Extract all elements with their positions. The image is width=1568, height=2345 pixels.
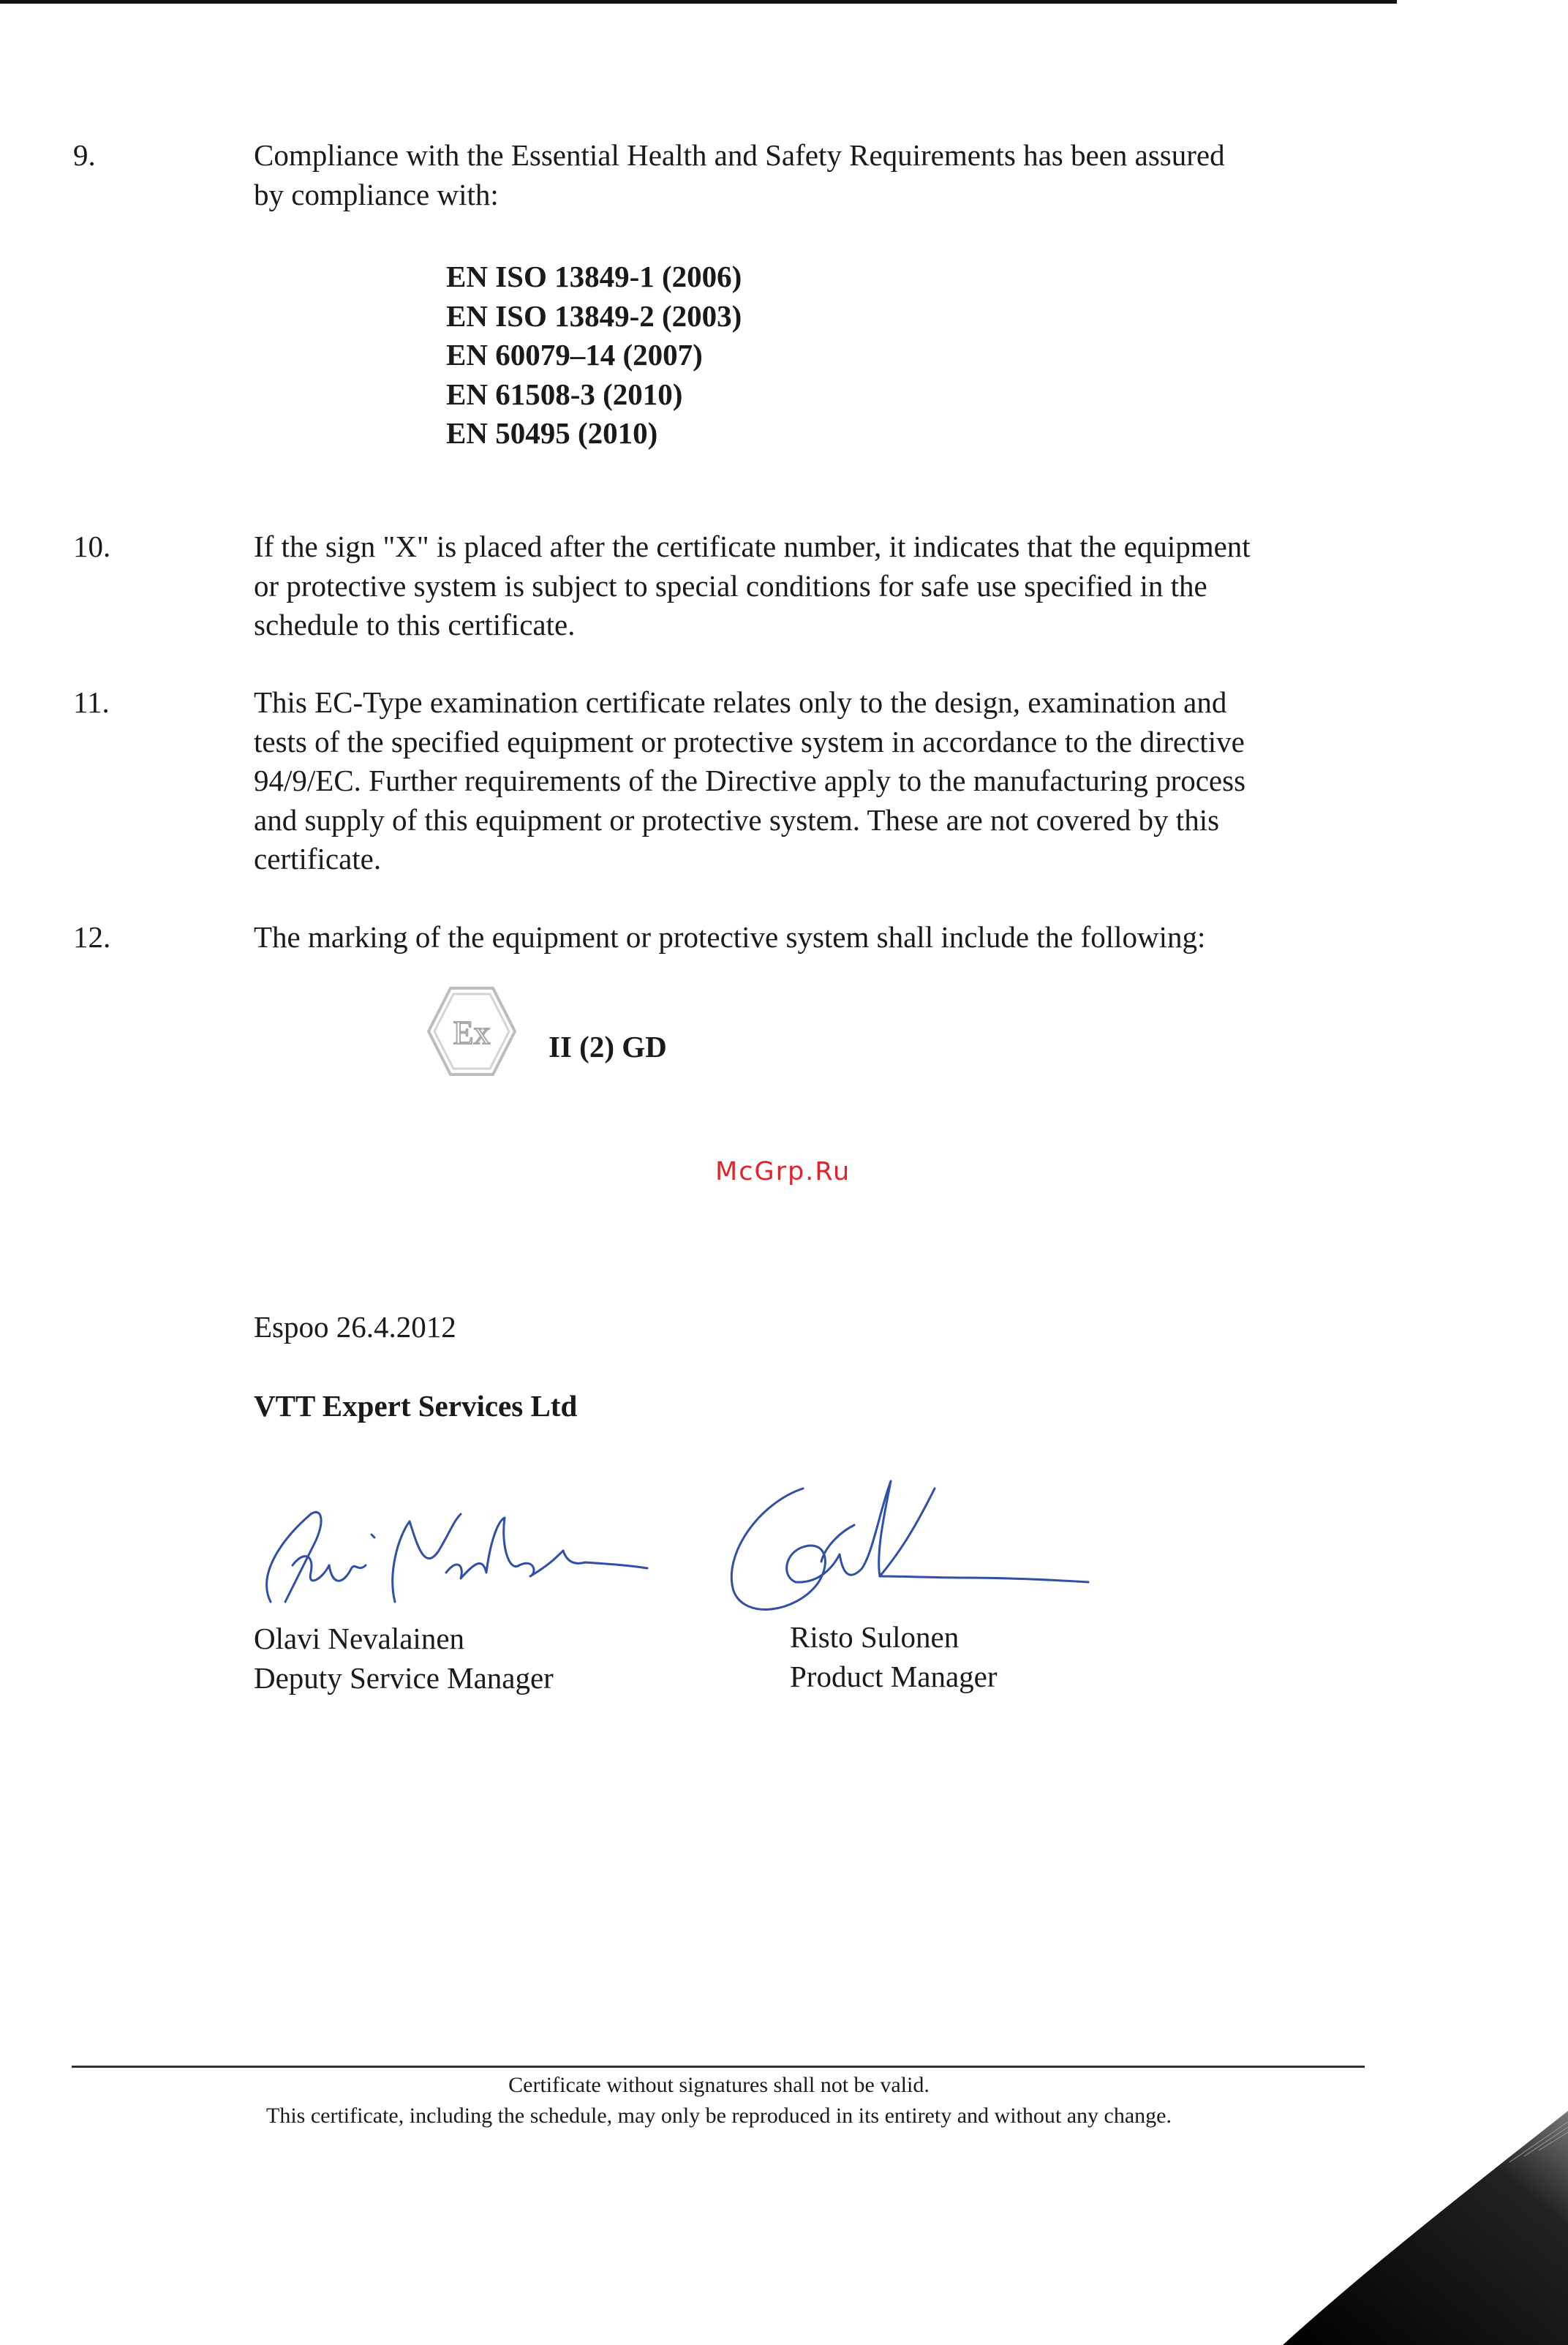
clause-text: This EC-Type examination certificate relates only to the design, examination and tests of the specified equipment or protective system in accordance to the directive 94/9/EC. Further requirements of the Directive apply to the manufacturing process and supply of this equipment or protective system. These are not covered by this certificate. [254,685,1246,876]
signatory-name: Risto Sulonen [790,1620,960,1654]
signatory-right [790,1617,998,1696]
clause-number: 11. [73,685,110,719]
signature-olavi-nevalainen [241,1492,651,1624]
standard-item: EN ISO 13849-1 (2006) [446,260,742,293]
ex-symbol-text: Ex [453,1014,491,1051]
signatory-left [254,1619,554,1698]
clause-number: 12. [73,920,111,954]
clause-number: 9. [73,138,96,172]
clause-text: If the sign "X" is placed after the certificate number, it indicates that the equipment or protective system is subject to special conditions for safe use specified in the schedule to this certificate. [254,530,1251,641]
standard-item: EN ISO 13849-2 (2003) [446,298,742,333]
place-date: Espoo 26.4.2012 [254,1310,456,1344]
clause-number: 10. [73,530,111,563]
signatory-name: Olavi Nevalainen [254,1622,465,1655]
top-border-line [0,0,1397,4]
signatory-title: Deputy Service Manager [254,1661,554,1695]
clause-10 [73,527,1375,645]
signature-risto-sulonen [715,1467,1096,1635]
standard-item: EN 60079–14 (2007) [446,338,703,372]
clause-text: Compliance with the Essential Health and Safety Requirements has been assured by compliance with: [254,138,1225,211]
marking-code: II (2) GD [549,1030,667,1064]
footer-line-1: Certificate without signatures shall not be valid. [508,2073,930,2097]
clause-9 [73,136,1375,214]
watermark: McGrp.Ru [715,1157,851,1186]
clause-11 [73,683,1375,879]
corner-page-curl-shadow [1188,2111,1568,2345]
standards-list [446,257,742,453]
clause-12 [73,918,1375,957]
standard-item: EN 61508-3 (2010) [446,377,683,411]
footer-line-2: This certificate, including the schedule, may only be reproduced in its entirety and without any change. [266,2104,1172,2128]
ex-marking [424,984,936,1079]
clause-text: The marking of the equipment or protective system shall include the following: [254,920,1206,954]
ex-hexagon-icon [424,984,519,1079]
footer-divider [72,2066,1365,2068]
company-name: VTT Expert Services Ltd [254,1389,578,1423]
signatory-title: Product Manager [790,1660,998,1693]
standard-item: EN 50495 (2010) [446,416,658,450]
